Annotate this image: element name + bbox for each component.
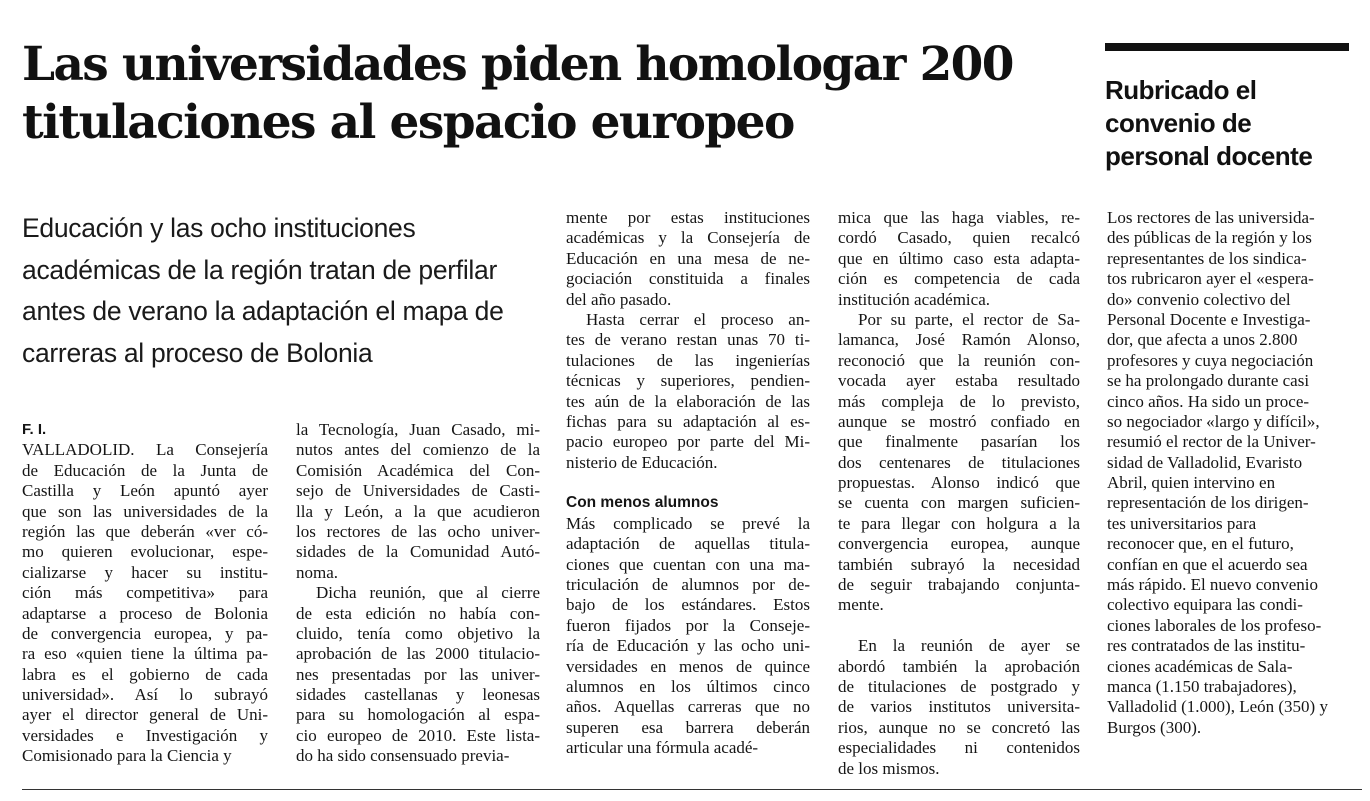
text-line: propuestas. Alonso indicó que: [838, 473, 1080, 493]
text-line: institución académica.: [838, 289, 990, 309]
text-line: triculación de alumnos por de-: [566, 575, 810, 595]
text-line: des públicas de la región y los: [1107, 228, 1312, 248]
text-line: Por su parte, el rector de Sa-: [858, 309, 1080, 329]
text-line: fichas para su adaptación al es-: [566, 411, 810, 431]
spacer: [566, 473, 810, 493]
text-line: ra eso «quien tiene la última pa-: [22, 644, 268, 664]
text-line: especialidades ni contenidos: [838, 738, 1080, 758]
text-line: ciones que cuentan con una ma-: [566, 554, 810, 574]
text-line: se ha prolongado durante casi: [1107, 371, 1310, 391]
text-line: más rápido. El nuevo convenio: [1107, 575, 1319, 595]
sidebar-title-line: convenio de: [1105, 108, 1252, 138]
text-line: adaptarse a proceso de Bolonia: [22, 603, 268, 623]
text-line: universidad». Así lo subrayó: [22, 685, 268, 705]
text-line: se cuenta con margen suficien-: [838, 493, 1080, 513]
text-line: vocada ayer estaba resultado: [838, 371, 1080, 391]
text-line: Los rectores de las universida-: [1107, 208, 1315, 227]
col4-paragraph-1: [838, 208, 1080, 310]
lead-paragraph: [22, 208, 542, 374]
text-line: noma.: [296, 562, 339, 582]
bottom-rule: [22, 789, 1362, 790]
headline-line: titulaciones al espacio europeo: [22, 95, 794, 150]
text-line: años. Aquellas carreras que no: [566, 697, 810, 717]
text-line: que en último caso esta adapta-: [838, 248, 1080, 268]
text-line: ría de Educación y las ocho uni-: [566, 636, 810, 656]
text-line: Educación en una mesa de ne-: [566, 248, 810, 268]
text-line: nutos antes del comienzo de la: [296, 440, 540, 460]
text-line: so negociador «largo y difícil»,: [1107, 411, 1320, 431]
text-line: de varios institutos universita-: [838, 697, 1080, 717]
text-line: fueron fijados por la Conseje-: [566, 615, 810, 635]
lead-line: académicas de la región tratan de perfilar: [22, 254, 497, 285]
text-line: sidad de Valladolid, Evaristo: [1107, 452, 1303, 472]
col3-paragraph-1: [566, 208, 810, 310]
text-line: VALLADOLID. La Consejería: [22, 440, 268, 460]
text-line: nes presentadas por las univer-: [296, 664, 540, 684]
text-line: Abril, quien intervino en: [1107, 473, 1276, 493]
text-line: convergencia europea, aunque: [838, 534, 1080, 554]
text-line: de seguir trabajando conjunta-: [838, 575, 1080, 595]
col4-paragraph-3: [838, 636, 1080, 779]
text-line: pacio europeo por parte del Mi-: [566, 432, 810, 452]
text-line: sejo de Universidades de Casti-: [296, 481, 540, 501]
sidebar-text: [1107, 208, 1351, 738]
text-line: de Educación de la Junta de: [22, 460, 268, 480]
text-line: superen esa barrera deberán: [566, 717, 810, 737]
text-line: aprobación de las 2000 titulacio-: [296, 644, 540, 664]
text-line: Comisión Académica del Con-: [296, 460, 540, 480]
sidebar-title-line: Rubricado el: [1105, 75, 1257, 105]
text-line: región las que deberán «ver có-: [22, 521, 268, 541]
article-column-4: [838, 208, 1080, 779]
text-line: confían en que el acuerdo sea: [1107, 554, 1308, 574]
text-line: colectivo equipara las condi-: [1107, 595, 1303, 615]
text-line: cinco años. Ha sido un proce-: [1107, 391, 1310, 411]
text-line: representantes de los sindica-: [1107, 248, 1307, 268]
text-line: de los mismos.: [838, 758, 940, 778]
text-line: Más complicado se prevé la: [566, 513, 810, 533]
text-line: cordó Casado, quien recalcó: [838, 228, 1080, 248]
text-line: representación de los dirigen-: [1107, 493, 1309, 513]
spacer: [838, 616, 1080, 636]
text-line: que son las universidades de la: [22, 501, 268, 521]
text-line: de esta edición no había con-: [296, 603, 540, 623]
text-line: cio europeo de 2010. Este lista-: [296, 725, 540, 745]
text-line: resumió el rector de la Univer-: [1107, 432, 1316, 452]
text-line: tes universitarios para: [1107, 513, 1257, 533]
text-line: tulaciones de las ingenierías: [566, 350, 810, 370]
col1-text: [22, 440, 268, 766]
sidebar-rule: [1105, 43, 1349, 51]
text-line: articular una fórmula acadé-: [566, 738, 759, 758]
text-line: sidades de la Comunidad Autó-: [296, 542, 540, 562]
text-line: labra es el gobierno de cada: [22, 664, 268, 684]
text-line: académicas y la Consejería de: [566, 228, 810, 248]
article-column-2: [296, 420, 540, 767]
text-line: técnicas y superiores, pendien-: [566, 371, 810, 391]
text-line: ciones laborales de los profeso-: [1107, 615, 1322, 635]
text-line: tes aún de la elaboración de las: [566, 391, 810, 411]
article-column-3: [566, 208, 810, 759]
text-line: Hasta cerrar el proceso an-: [586, 309, 810, 329]
sidebar-body: [1107, 208, 1351, 738]
text-line: do» convenio colectivo del: [1107, 289, 1291, 309]
text-line: ayer el director general de Uni-: [22, 705, 268, 725]
text-line: versidades e Investigación y: [22, 725, 268, 745]
text-line: Comisionado para la Ciencia y: [22, 746, 232, 766]
text-line: aunque se mostró confiado en: [838, 411, 1080, 431]
text-line: adaptación de aquellas titula-: [566, 534, 810, 554]
text-line: más compleja de lo previsto,: [838, 391, 1080, 411]
text-line: dor, que afecta a unos 2.800: [1107, 330, 1298, 350]
text-line: los rectores de las ocho univer-: [296, 521, 540, 541]
text-line: la Tecnología, Juan Casado, mi-: [296, 420, 540, 439]
text-line: de titulaciones de postgrado y: [838, 676, 1080, 696]
col3-paragraph-3: [566, 514, 810, 759]
text-line: lamanca, José Ramón Alonso,: [838, 330, 1080, 350]
text-line: Castilla y León apuntó ayer: [22, 481, 268, 501]
text-line: tos rubricaron ayer el «espera-: [1107, 269, 1314, 289]
text-line: de convergencia europea, y pa-: [22, 623, 268, 643]
text-line: cluido, tenía como objetivo la: [296, 623, 540, 643]
text-line: mica que las haga viables, re-: [838, 208, 1080, 227]
sidebar-title: [1105, 74, 1355, 173]
text-line: do ha sido consensuado previa-: [296, 746, 510, 766]
text-line: abordó también la aprobación: [838, 656, 1080, 676]
text-line: Personal Docente e Investiga-: [1107, 309, 1311, 329]
text-line: reconocer que, en el futuro,: [1107, 534, 1294, 554]
text-line: mente por estas instituciones: [566, 208, 810, 227]
text-line: profesores y cuya negociación: [1107, 350, 1314, 370]
text-line: reconoció que la reunión con-: [838, 350, 1080, 370]
text-line: gociación constituida a finales: [566, 269, 810, 289]
text-line: del año pasado.: [566, 289, 672, 309]
col2-paragraph-1: [296, 420, 540, 583]
headline: [22, 36, 1082, 152]
text-line: sidades castellanas y leonesas: [296, 685, 540, 705]
text-line: res contratados de las institu-: [1107, 636, 1306, 656]
text-line: Burgos (300).: [1107, 717, 1202, 737]
text-line: también subrayó la necesidad: [838, 554, 1080, 574]
text-line: ción es competencia de cada: [838, 269, 1080, 289]
text-line: te para llegar con holgura a la: [838, 513, 1080, 533]
headline-line: Las universidades piden homologar 200: [22, 37, 1013, 92]
text-line: ción más competitiva» para: [22, 583, 268, 603]
text-line: que finalmente pasarían los: [838, 432, 1080, 452]
text-line: En la reunión de ayer se: [858, 636, 1080, 656]
text-line: nisterio de Educación.: [566, 452, 718, 472]
text-line: ciones académicas de Sala-: [1107, 656, 1293, 676]
text-line: dos centenares de titulaciones: [838, 452, 1080, 472]
lead-line: antes de verano la adaptación el mapa de: [22, 296, 504, 326]
subhead: Con menos alumnos: [566, 494, 719, 512]
col3-paragraph-2: [566, 310, 810, 473]
byline: F. I.: [22, 421, 47, 438]
col2-paragraph-2: [296, 583, 540, 767]
text-line: Dicha reunión, que al cierre: [316, 583, 540, 603]
text-line: cializarse y hacer su institu-: [22, 562, 268, 582]
text-line: tes de verano restan unas 70 ti-: [566, 330, 810, 350]
text-line: mo quieren evolucionar, espe-: [22, 542, 268, 562]
text-line: Valladolid (1.000), León (350) y: [1107, 697, 1328, 717]
text-line: alumnos en los últimos cinco: [566, 676, 810, 696]
text-line: bajo de los estándares. Estos: [566, 595, 810, 615]
col4-paragraph-2: [838, 310, 1080, 616]
text-line: versidades en menos de quince: [566, 656, 810, 676]
text-line: mente.: [838, 595, 884, 615]
article-column-1: [22, 420, 268, 767]
text-line: para su homologación al espa-: [296, 705, 540, 725]
lead-line: Educación y las ocho instituciones: [22, 213, 416, 243]
text-line: rios, aunque no se concretó las: [838, 717, 1080, 737]
text-line: manca (1.150 trabajadores),: [1107, 676, 1297, 696]
lead-line: carreras al proceso de Bolonia: [22, 337, 373, 368]
text-line: lla y León, a la que acudieron: [296, 501, 540, 521]
sidebar-title-line: personal docente: [1105, 141, 1313, 171]
